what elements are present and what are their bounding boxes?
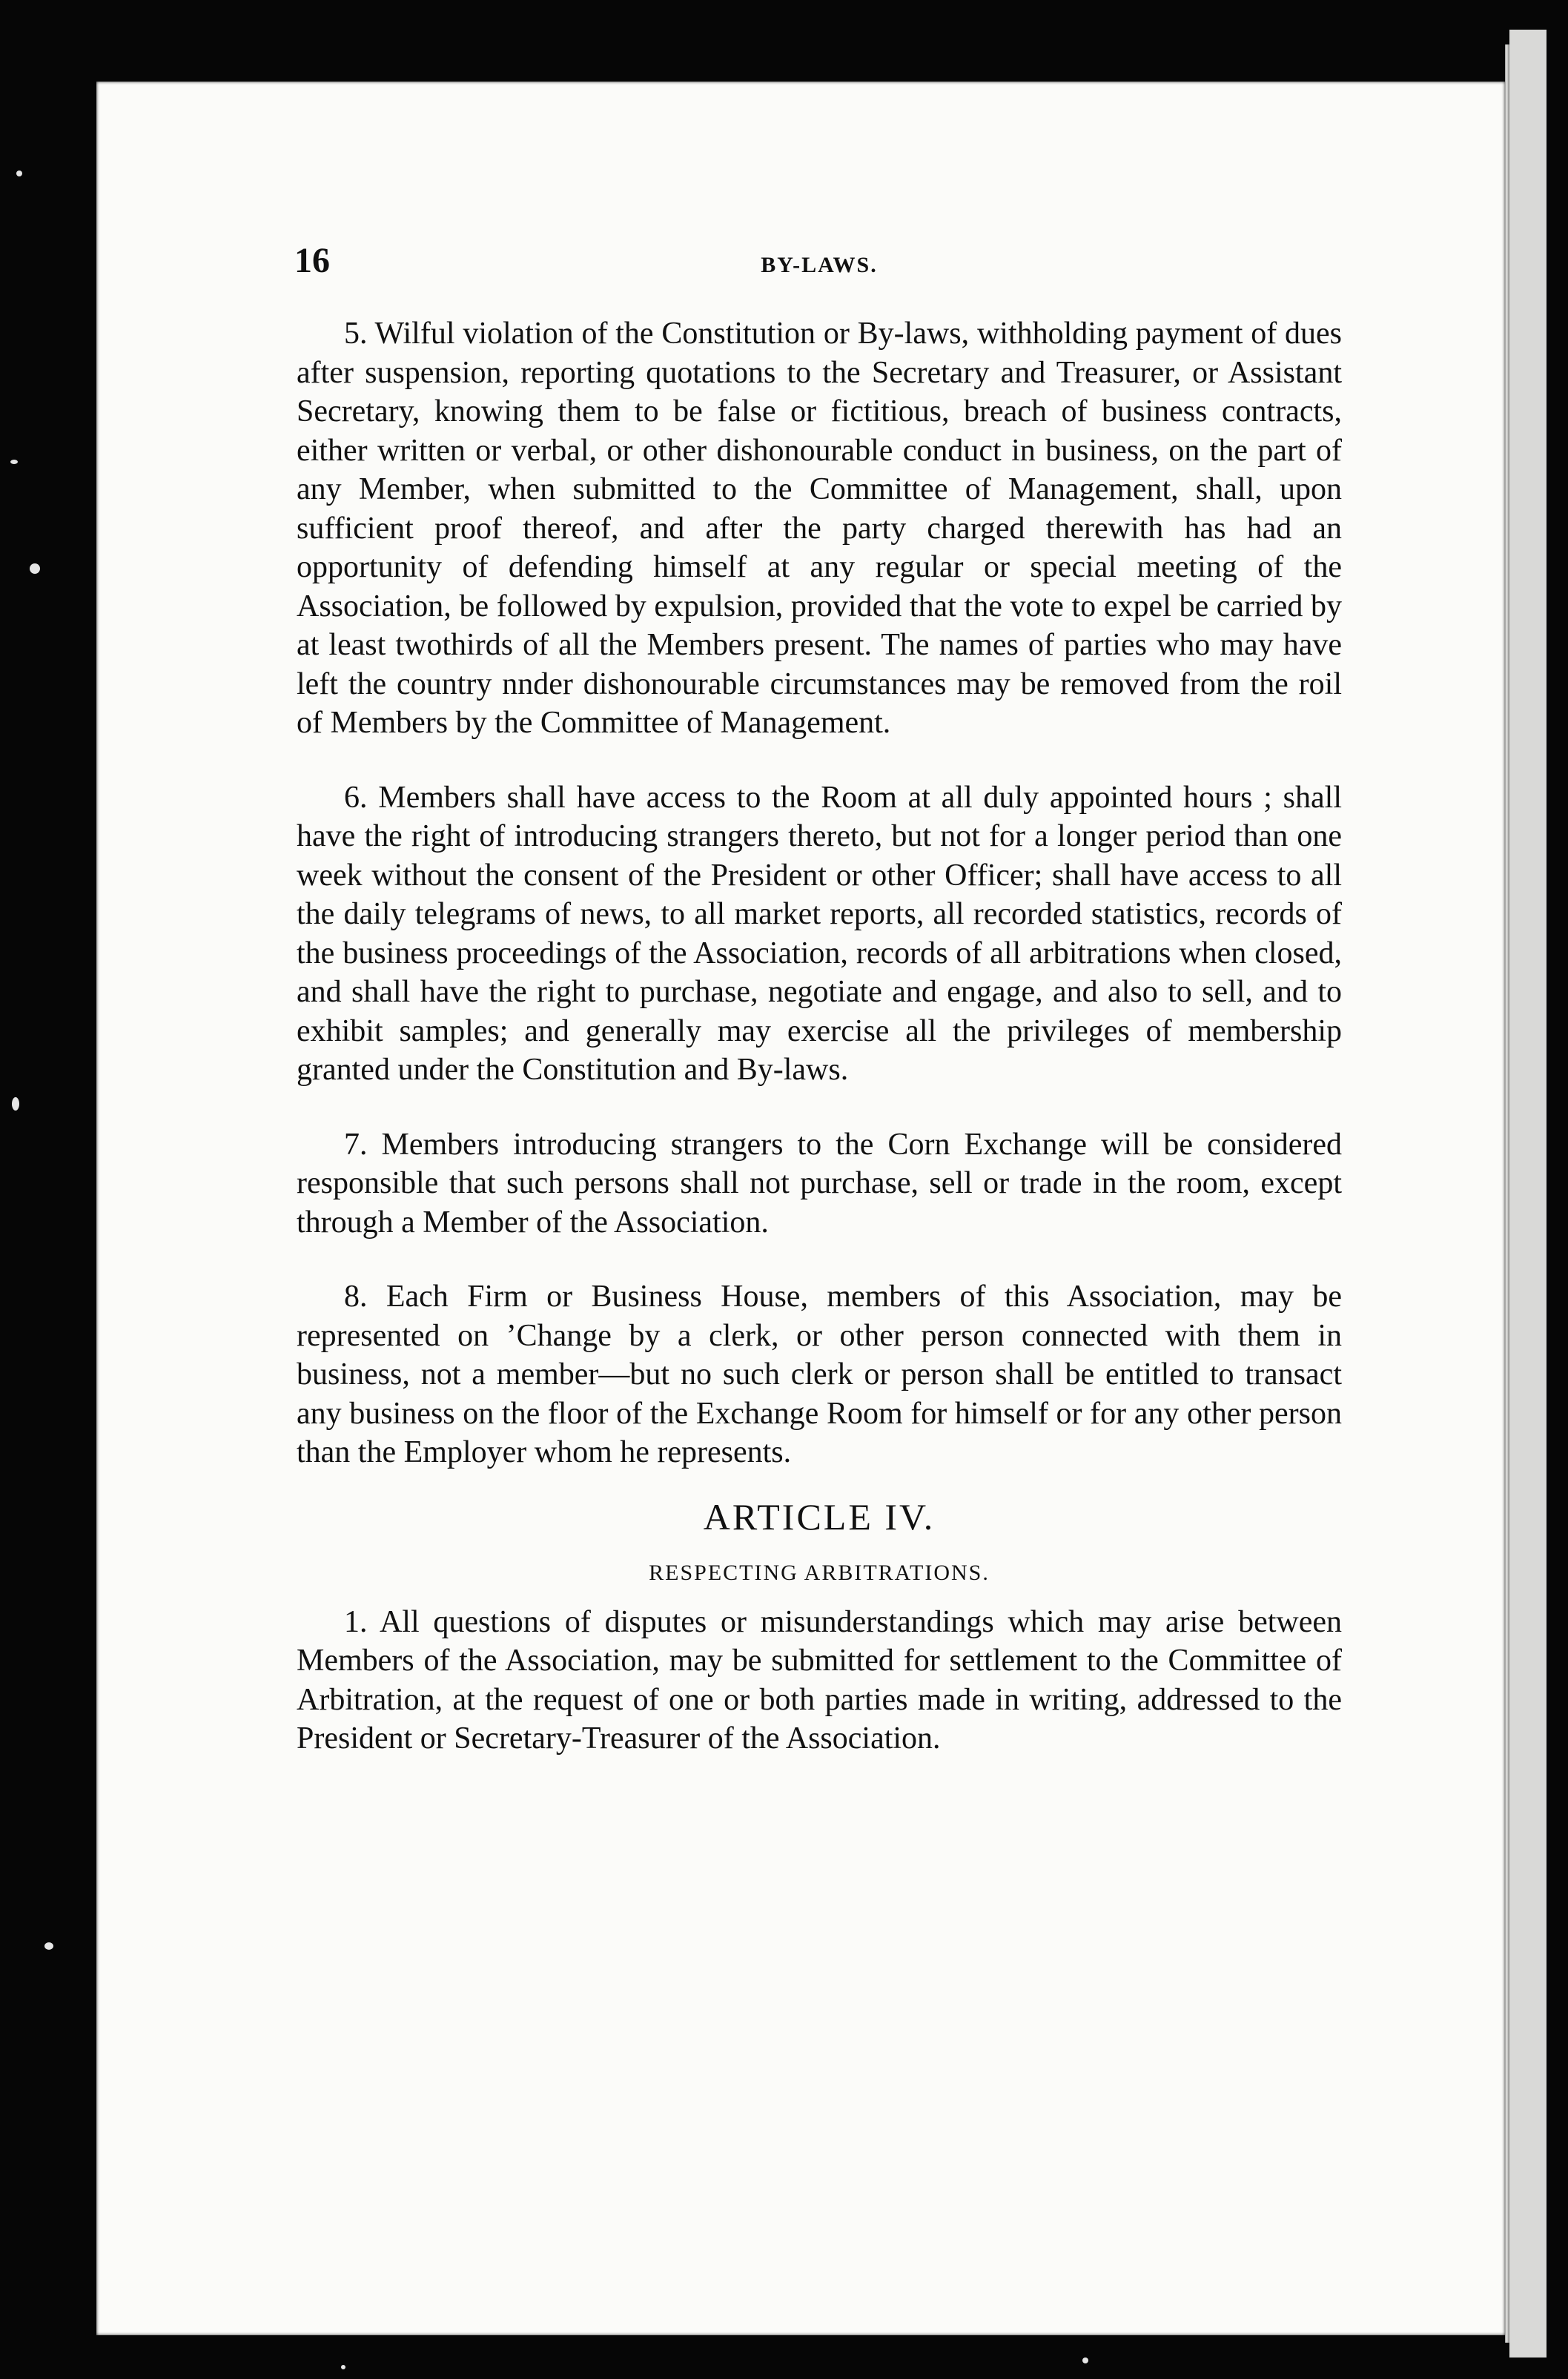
article-title: ARTICLE IV.	[703, 1495, 936, 1538]
next-page-edge	[1509, 30, 1547, 2358]
article-paragraph-1: 1. All questions of disputes or misunderstandings which may arise between Members of the Association, may be submitted for settlement to the Committee of Arbitration, at the request of one or both parties made in writing, addressed to the President or Secretary-Treasurer of the Association.	[297, 1604, 1342, 1756]
dust-speck	[30, 563, 40, 574]
dust-speck	[10, 460, 18, 464]
page-fold	[1505, 44, 1509, 2343]
page-text	[294, 230, 1342, 1758]
dust-speck	[44, 1942, 53, 1950]
bylaw-paragraph-6: 6. Members shall have access to the Room at all duly appointed hours ; shall have the right of introducing strangers thereto, but not for a longer period than one week without the consent of the President or other Officer; shall have access to all the daily telegrams of news, to all market reports, all recorded statistics, records of the business proceedings of the Association, records of all arbitrations when closed, and shall have the right to purchase, negotiate and engage, and also to sell, and to exhibit samples; and generally may exercise all the privileges of membership granted under the Constitution and By-laws.	[297, 780, 1342, 1087]
bylaw-paragraph-5: 5. Wilful violation of the Constitution or By-laws, withholding payment of dues after suspension, reporting quotations to the Secretary and Treasurer, or Assistant Secretary, knowing them to be false or fictitious, breach of business contracts, either written or verbal, or other dishonourable conduct in business, on the part of any Member, when submitted to the Committee of Management, shall, upon sufficient proof thereof, and after the party charged therewith has had an opportunity of defending himself at any regular or special meeting of the Association, be followed by expulsion, provided that the vote to expel be carried by at least twothirds of all the Members present. The names of parties who may have left the country nnder dishonourable circumstances may be removed from the roil of Members by the Committee of Management.	[297, 317, 1342, 740]
dust-speck	[16, 171, 22, 176]
bylaw-paragraph-7: 7. Members introducing strangers to the Corn Exchange will be considered responsible that such persons shall not purchase, sell or trade in the room, except through a Member of the Association.	[297, 1127, 1342, 1240]
page-number: 16	[294, 241, 330, 280]
article-subtitle: RESPECTING ARBITRATIONS.	[649, 1560, 990, 1585]
bylaw-paragraph-8: 8. Each Firm or Business House, members of this Association, may be represented on ’Change by a clerk, or other person connected with them in business, not a member—but no such clerk or person shall be entitled to transact any business on the floor of the Exchange Room for himself or for any other person than the Employer whom he represents.	[297, 1280, 1342, 1469]
dust-speck	[1082, 2358, 1088, 2363]
dust-speck	[341, 2365, 345, 2369]
page-header	[294, 230, 1342, 282]
running-title: BY-LAWS.	[761, 253, 878, 277]
dust-speck	[12, 1097, 19, 1111]
